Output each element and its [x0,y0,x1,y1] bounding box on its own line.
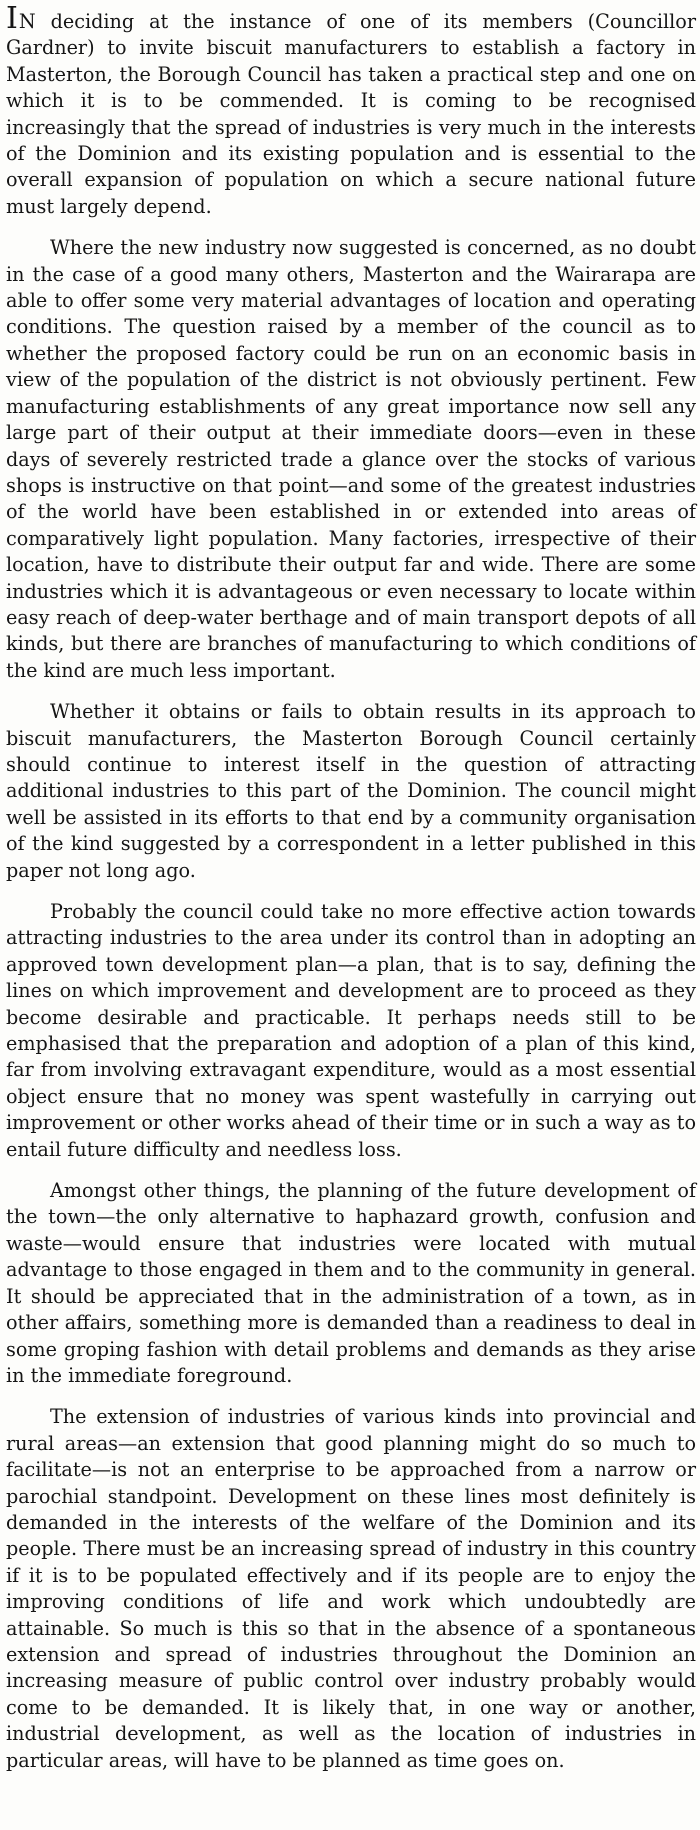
drop-cap-initial: I [6,1,18,36]
paragraph-4-text: Probably the council could take no more effective action towards attracting industries to the area under its control than in adopting an approved town development plan—a plan, that is to say, defining the lines on which improvement and development are to proceed as they become desirable and practicable. It perhaps needs still to be emphasised that the preparation and adoption of a plan of this kind, far from involving extravagant expenditure, would as a most essential object ensure that no money was spent wastefully in carrying out improvement or other works ahead of their time or in such a way as to entail future difficulty and needless loss. [6,900,696,1161]
article-paragraph-6 [6,1404,696,1774]
article-paragraph-5 [6,1178,696,1389]
article-paragraph-4 [6,899,696,1163]
editorial-article [6,1,696,1774]
article-paragraph-2 [6,235,696,684]
article-paragraph-1 [6,1,696,220]
paragraph-5-text: Amongst other things, the planning of the future development of the town—the only alternative to haphazard growth, confusion and waste—would ensure that industries were located with mutual advantage to those engaged in them and to the community in general. It should be appreciated that in the administration of a town, as in other affairs, something more is demanded than a readiness to deal in some groping fashion with detail problems and demands as they arise in the immediate foreground. [6,1179,696,1387]
paragraph-1-text: N deciding at the instance of one of its members (Councillor Gardner) to invite biscuit manufacturers to establish a factory in Masterton, the Borough Council has taken a practical step and one on which it is to be commended. It is coming to be recognised increasingly that the spread of industries is very much in the interests of the Dominion and its existing population and is essential to the overall expansion of population on which a secure national future must largely depend. [6,10,696,218]
paragraph-2-text: Where the new industry now suggested is concerned, as no doubt in the case of a good many others, Masterton and the Wairarapa are able to offer some very material advantages of location and operating conditions. The question raised by a member of the council as to whether the proposed factory could be run on an economic basis in view of the population of the district is not obviously pertinent. Few manufacturing establishments of any great importance now sell any large part of their output at their immediate doors—even in these days of severely restricted trade a glance over the stocks of various shops is instructive on that point—and some of the greatest industries of the world have been established in or extended into areas of comparatively light population. Many factories, irrespective of their location, have to distribute their output far and wide. There are some industries which it is advantageous or even necessary to locate within easy reach of deep-water berthage and of main transport depots of all kinds, but there are branches of manufacturing to which conditions of the kind are much less important. [6,236,696,682]
paragraph-3-text: Whether it obtains or fails to obtain results in its approach to biscuit manufacturers, the Masterton Borough Council certainly should continue to interest itself in the question of attracting additional industries to this part of the Dominion. The council might well be assisted in its efforts to that end by a community organisation of the kind suggested by a correspondent in a letter published in this paper not long ago. [6,700,696,882]
article-paragraph-3 [6,699,696,884]
paragraph-6-text: The extension of industries of various kinds into provincial and rural areas—an extension that good planning might do so much to facilitate—is not an enterprise to be approached from a narrow or parochial standpoint. Development on these lines most definitely is demanded in the interests of the welfare of the Dominion and its people. There must be an increasing spread of industry in this country if it is to be populated effectively and if its people are to enjoy the improving conditions of life and work which undoubtedly are attainable. So much is this so that in the absence of a spontaneous extension and spread of industries throughout the Dominion an increasing measure of public control over industry probably would come to be demanded. It is likely that, in one way or another, industrial development, as well as the location of industries in particular areas, will have to be planned as time goes on. [6,1405,696,1772]
